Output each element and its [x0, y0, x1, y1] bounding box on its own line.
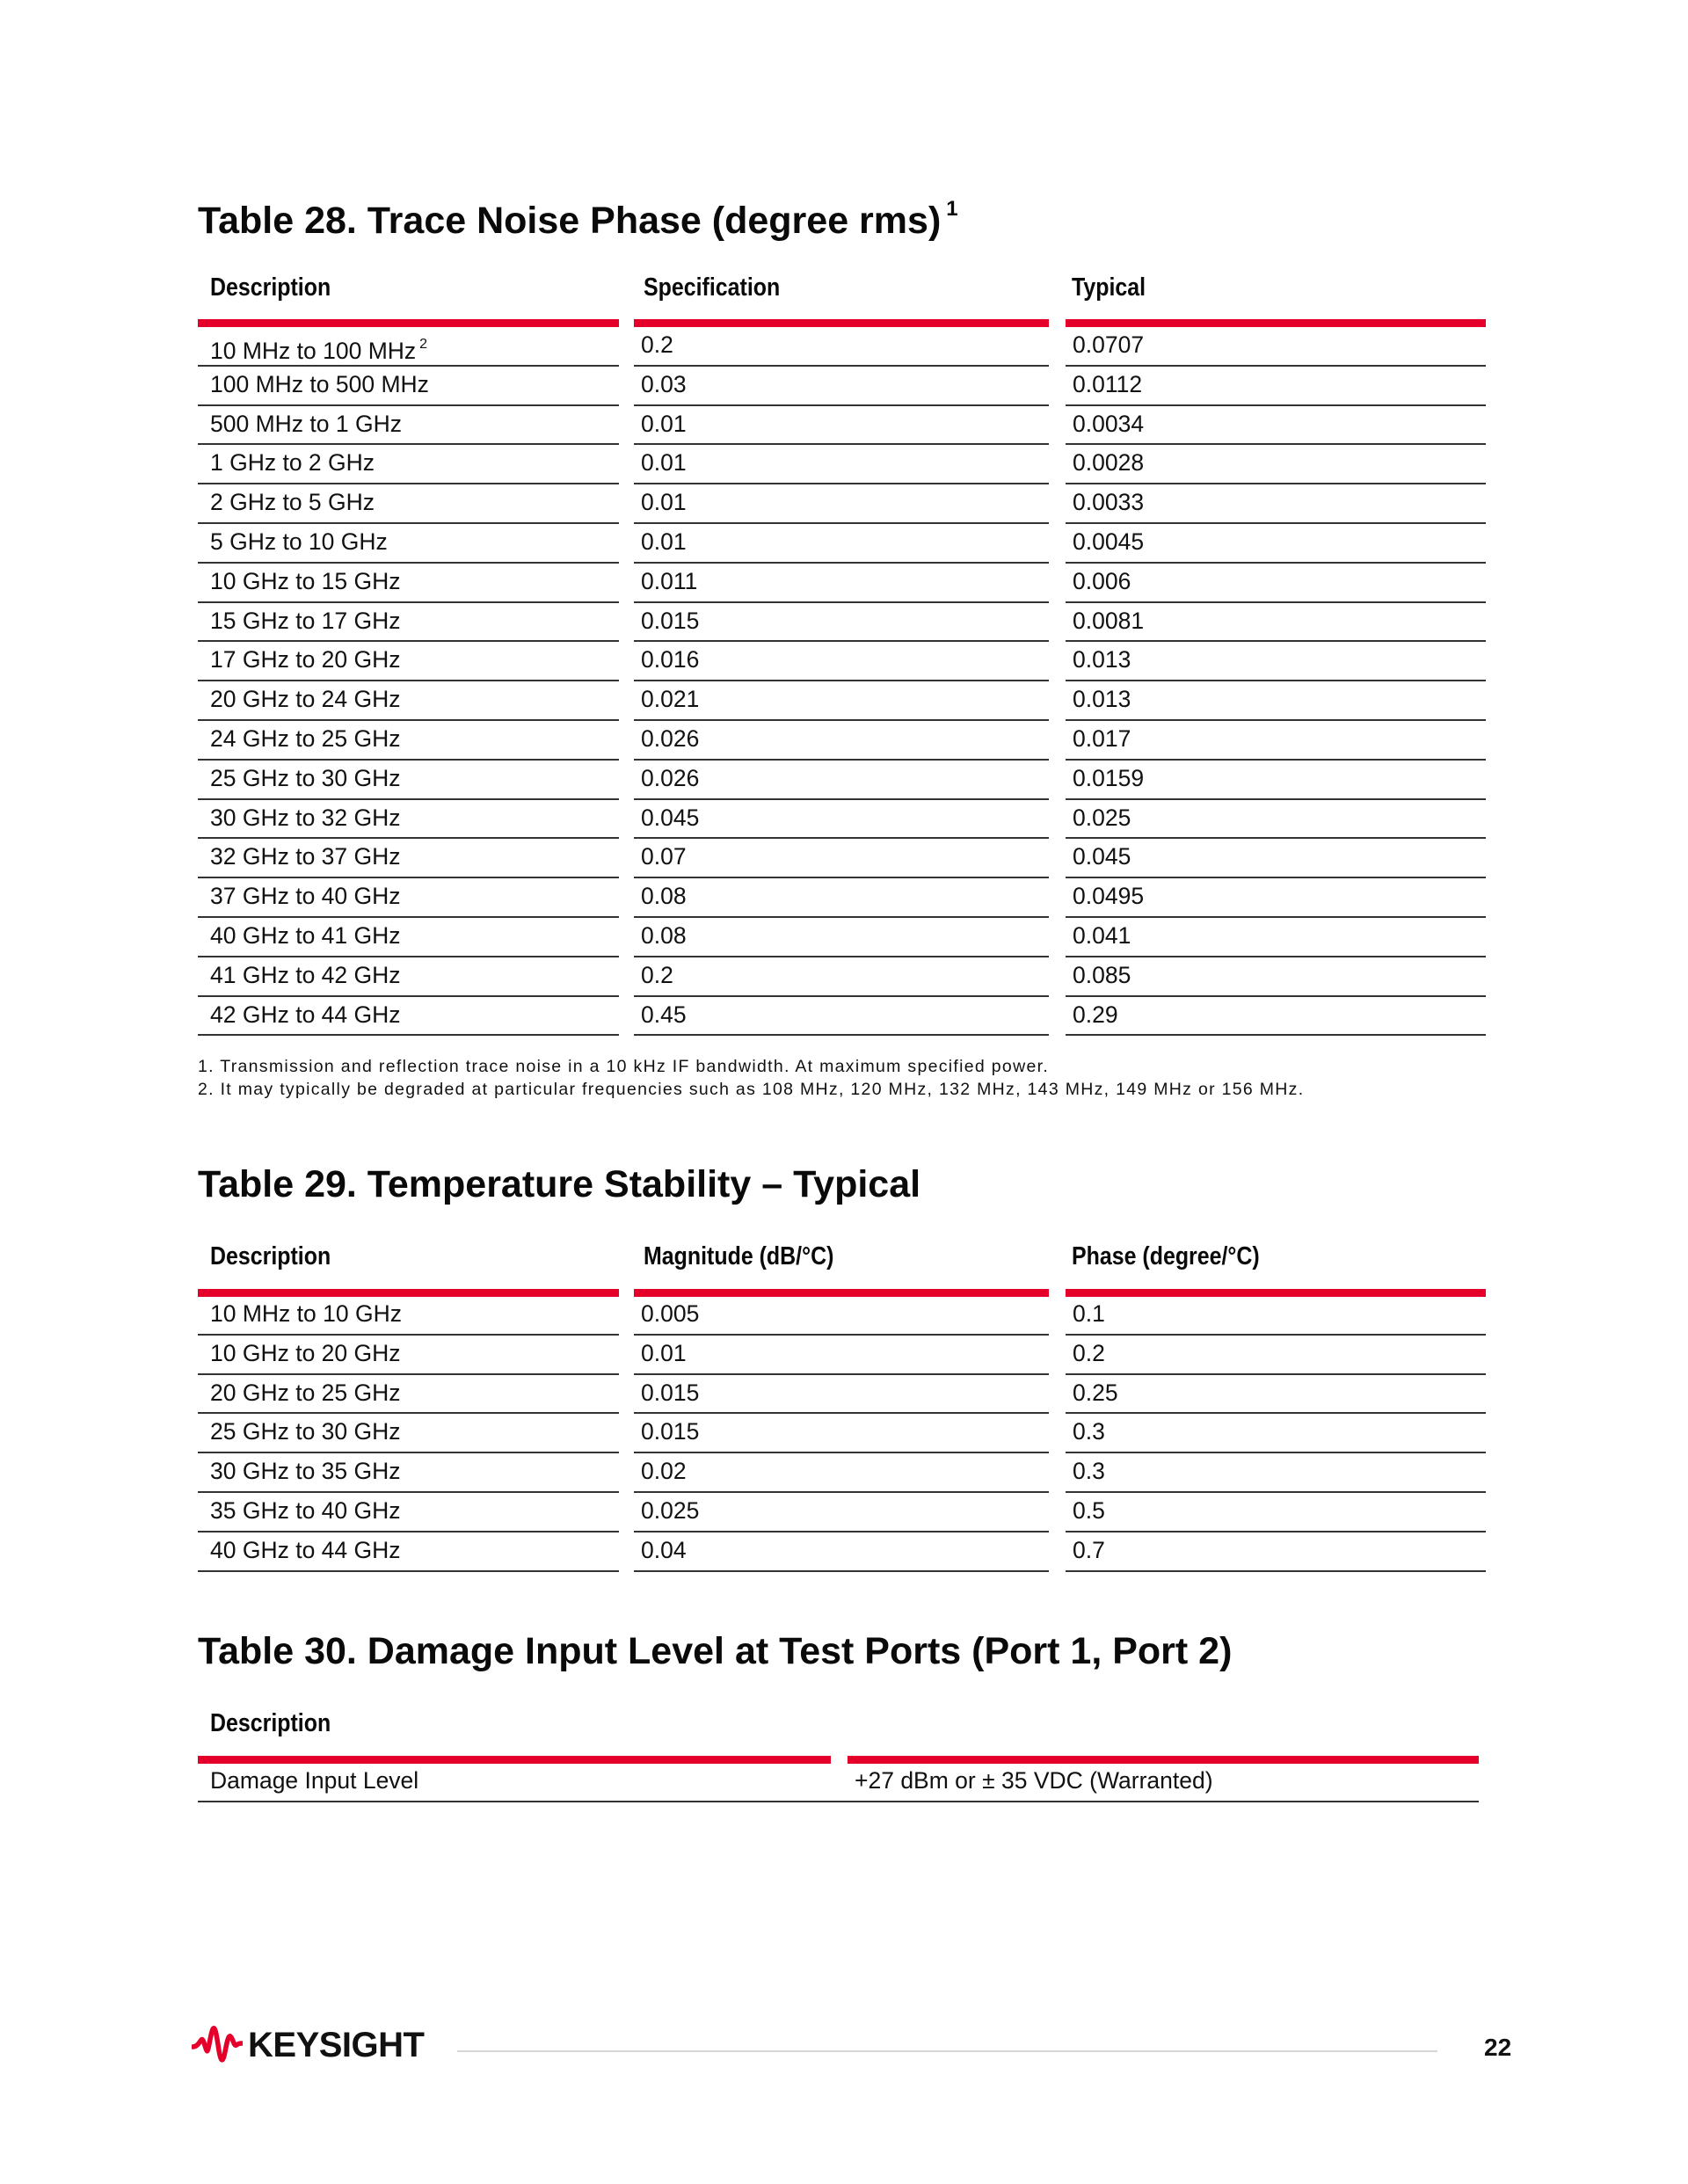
cell-typical	[1066, 524, 1486, 564]
cell-description	[198, 484, 619, 524]
cell-text: 0.0028	[1073, 449, 1145, 477]
cell-text: 0.0033	[1073, 489, 1145, 516]
cell-description	[198, 800, 619, 840]
cell-text: 0.025	[1073, 804, 1131, 831]
cell-text: 0.01	[641, 1339, 687, 1366]
cell-specification	[634, 721, 1049, 761]
cell-magnitude	[634, 1532, 1049, 1572]
cell-text: 0.2	[641, 961, 673, 988]
cell-text: 20 GHz to 25 GHz	[210, 1379, 401, 1406]
cell-text: 0.03	[641, 370, 687, 397]
cell-description	[198, 564, 619, 603]
cell-text: 0.0707	[1073, 331, 1145, 358]
cell-specification	[634, 406, 1049, 446]
cell-text: 0.025	[641, 1496, 700, 1524]
cell-text: 32 GHz to 37 GHz	[210, 843, 401, 870]
cell-text: 0.026	[641, 724, 700, 752]
cell-text: 0.3	[1073, 1458, 1105, 1485]
cell-text: 42 GHz to 44 GHz	[210, 1001, 401, 1028]
header-accent-bar	[634, 319, 1049, 327]
cell-text: 0.01	[641, 489, 687, 516]
cell-text: 0.01	[641, 410, 687, 437]
cell-phase	[1066, 1296, 1486, 1336]
cell-text: 25 GHz to 30 GHz	[210, 764, 401, 791]
cell-phase	[1066, 1336, 1486, 1375]
footer-divider	[457, 2050, 1437, 2052]
cell-specification	[634, 564, 1049, 603]
cell-description	[198, 1375, 619, 1415]
cell-typical	[1066, 839, 1486, 878]
column-header-phase: Phase (degree/°C)	[1072, 1242, 1260, 1270]
cell-text: 0.0045	[1073, 528, 1145, 555]
cell-magnitude	[634, 1296, 1049, 1336]
cell-description	[198, 1296, 619, 1336]
cell-text: 0.2	[641, 331, 673, 358]
column-header-magnitude: Magnitude (dB/°C)	[644, 1242, 834, 1270]
cell-description	[198, 957, 619, 997]
cell-typical	[1066, 406, 1486, 446]
cell-description	[198, 524, 619, 564]
keysight-logo	[192, 2022, 424, 2068]
cell-text: 40 GHz to 44 GHz	[210, 1536, 401, 1563]
cell-text: 0.29	[1073, 1001, 1118, 1028]
cell-description	[198, 603, 619, 643]
cell-typical	[1066, 367, 1486, 406]
cell-specification	[634, 957, 1049, 997]
header-accent-bar	[1066, 319, 1486, 327]
column-header-description: Description	[210, 1709, 331, 1737]
cell-text: 24 GHz to 25 GHz	[210, 724, 401, 752]
cell-description	[198, 1493, 619, 1532]
cell-description	[198, 878, 619, 918]
table-29-title: Table 29. Temperature Stability – Typical	[198, 1163, 921, 1205]
cell-phase	[1066, 1453, 1486, 1493]
cell-text: 0.7	[1073, 1536, 1105, 1563]
cell-text: 0.0495	[1073, 883, 1145, 910]
cell-specification	[634, 603, 1049, 643]
cell-text: 10 GHz to 15 GHz	[210, 567, 401, 594]
cell-text: 37 GHz to 40 GHz	[210, 883, 401, 910]
cell-typical	[1066, 721, 1486, 761]
column-header-typical: Typical	[1072, 273, 1146, 302]
cell-magnitude	[634, 1493, 1049, 1532]
cell-description	[198, 642, 619, 681]
cell-phase	[1066, 1493, 1486, 1532]
cell-specification	[634, 761, 1049, 800]
cell-specification	[634, 681, 1049, 721]
cell-typical	[1066, 878, 1486, 918]
cell-text: 0.021	[641, 686, 700, 713]
cell-text: 0.2	[1073, 1339, 1105, 1366]
table-30-title: Table 30. Damage Input Level at Test Ports (Port 1, Port 2)	[198, 1630, 1233, 1672]
column-header-specification: Specification	[644, 273, 781, 302]
cell-magnitude	[634, 1414, 1049, 1453]
cell-text: 0.3	[1073, 1418, 1105, 1445]
cell-text: 0.0159	[1073, 764, 1145, 791]
cell-text: 17 GHz to 20 GHz	[210, 646, 401, 673]
cell-text: 0.016	[641, 646, 700, 673]
page-number: 22	[1484, 2034, 1512, 2061]
cell-description	[198, 327, 619, 367]
footnote-1: 1. Transmission and reflection trace noise in a 10 kHz IF bandwidth. At maximum specified power.	[198, 1057, 1050, 1076]
cell-text: 2 GHz to 5 GHz	[210, 489, 375, 516]
cell-typical	[1066, 761, 1486, 800]
cell-magnitude	[634, 1336, 1049, 1375]
cell-description	[198, 367, 619, 406]
cell-typical	[1066, 642, 1486, 681]
cell-text: 30 GHz to 35 GHz	[210, 1458, 401, 1485]
cell-phase	[1066, 1375, 1486, 1415]
cell-text: 0.0034	[1073, 410, 1145, 437]
cell-text: 30 GHz to 32 GHz	[210, 804, 401, 831]
cell-text: 100 MHz to 500 MHz	[210, 370, 429, 397]
cell-typical	[1066, 918, 1486, 957]
cell-text: 41 GHz to 42 GHz	[210, 961, 401, 988]
cell-description	[198, 839, 619, 878]
cell-specification	[634, 445, 1049, 484]
cell-text: 25 GHz to 30 GHz	[210, 1418, 401, 1445]
cell-text: 0.011	[641, 567, 698, 594]
cell-text: 0.026	[641, 764, 700, 791]
cell-specification	[634, 327, 1049, 367]
cell-text: 0.015	[641, 1379, 700, 1406]
column-header-description: Description	[210, 1242, 331, 1270]
cell-description	[198, 1763, 831, 1801]
cell-text: 0.045	[641, 804, 700, 831]
cell-text: 0.0112	[1073, 370, 1143, 397]
cell-text: 15 GHz to 17 GHz	[210, 607, 401, 634]
cell-text: 5 GHz to 10 GHz	[210, 528, 388, 555]
cell-text: 10 MHz to 10 GHz	[210, 1300, 402, 1327]
table-28-title-text: Table 28. Trace Noise Phase (degree rms)	[198, 200, 942, 242]
cell-typical	[1066, 327, 1486, 367]
cell-value	[848, 1763, 1479, 1801]
cell-typical	[1066, 681, 1486, 721]
cell-phase	[1066, 1414, 1486, 1453]
cell-description	[198, 1336, 619, 1375]
cell-typical	[1066, 564, 1486, 603]
cell-text: 0.0081	[1073, 607, 1145, 634]
cell-magnitude	[634, 1453, 1049, 1493]
cell-description	[198, 721, 619, 761]
cell-typical	[1066, 997, 1486, 1037]
cell-text: 0.006	[1073, 567, 1131, 594]
cell-text: 0.085	[1073, 961, 1131, 988]
cell-description	[198, 445, 619, 484]
cell-specification	[634, 878, 1049, 918]
cell-specification	[634, 524, 1049, 564]
cell-specification	[634, 839, 1049, 878]
cell-text: 0.045	[1073, 843, 1131, 870]
table-28-footnotes	[198, 1055, 1304, 1101]
cell-phase	[1066, 1532, 1486, 1572]
cell-text: 0.041	[1073, 921, 1131, 949]
cell-text: 0.015	[641, 1418, 700, 1445]
cell-text: 35 GHz to 40 GHz	[210, 1496, 401, 1524]
cell-text: 10 GHz to 20 GHz	[210, 1339, 401, 1366]
cell-text: 40 GHz to 41 GHz	[210, 921, 401, 949]
cell-text: 0.5	[1073, 1496, 1105, 1524]
cell-description	[198, 1414, 619, 1453]
cell-typical	[1066, 445, 1486, 484]
cell-specification	[634, 997, 1049, 1037]
cell-text: 0.015	[641, 607, 700, 634]
cell-specification	[634, 484, 1049, 524]
cell-description	[198, 761, 619, 800]
cell-text: 0.08	[641, 921, 687, 949]
column-header-description: Description	[210, 273, 331, 302]
cell-description	[198, 681, 619, 721]
cell-description	[198, 1532, 619, 1572]
cell-typical	[1066, 484, 1486, 524]
cell-text: 10 MHz to 100 MHz	[210, 338, 417, 364]
cell-text: 0.45	[641, 1001, 687, 1028]
cell-specification	[634, 367, 1049, 406]
cell-text: 0.013	[1073, 686, 1131, 713]
header-accent-bar	[198, 319, 619, 327]
cell-text: 500 MHz to 1 GHz	[210, 410, 402, 437]
cell-text: 0.1	[1073, 1300, 1105, 1327]
cell-text: 0.02	[641, 1458, 687, 1485]
keysight-wave-icon	[192, 2024, 243, 2066]
cell-text: 20 GHz to 24 GHz	[210, 686, 401, 713]
cell-specification	[634, 918, 1049, 957]
cell-text: 0.013	[1073, 646, 1131, 673]
cell-description	[198, 997, 619, 1037]
cell-specification	[634, 800, 1049, 840]
cell-magnitude	[634, 1375, 1049, 1415]
cell-text: 0.017	[1073, 724, 1131, 752]
cell-text: 0.01	[641, 449, 687, 477]
cell-text: 0.08	[641, 883, 687, 910]
cell-typical	[1066, 957, 1486, 997]
cell-text: 0.01	[641, 528, 687, 555]
footnote-ref: 2	[419, 337, 428, 352]
cell-text: 1 GHz to 2 GHz	[210, 449, 375, 477]
cell-text: 0.07	[641, 843, 687, 870]
cell-typical	[1066, 603, 1486, 643]
cell-specification	[634, 642, 1049, 681]
cell-description	[198, 1453, 619, 1493]
cell-text: Damage Input Level	[210, 1767, 419, 1794]
logo-text: KEYSIGHT	[248, 2025, 425, 2064]
cell-description	[198, 918, 619, 957]
cell-typical	[1066, 800, 1486, 840]
cell-text: 0.25	[1073, 1379, 1118, 1406]
cell-text: 0.04	[641, 1536, 687, 1563]
table-28-title	[198, 197, 958, 243]
cell-text: +27 dBm or ± 35 VDC (Warranted)	[855, 1767, 1213, 1794]
cell-text: 0.005	[641, 1300, 700, 1327]
footnote-ref: 1	[946, 197, 958, 221]
footnote-2: 2. It may typically be degraded at particular frequencies such as 108 MHz, 120 MHz, 132 MHz, 143 MHz, 149 MHz or 156 MHz.	[198, 1080, 1305, 1099]
cell-description	[198, 406, 619, 446]
